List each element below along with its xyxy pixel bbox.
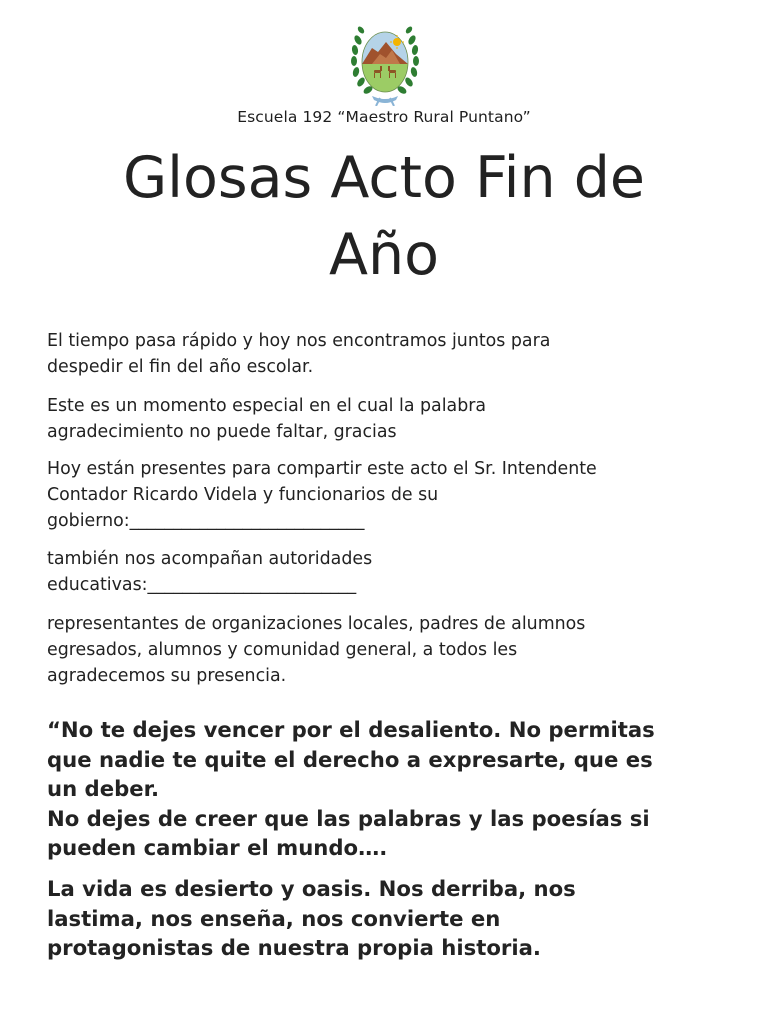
paragraph-government-guests	[47, 456, 727, 534]
text-line: Hoy están presentes para compartir este acto el Sr. Intendente	[47, 459, 597, 479]
title-line: Año	[329, 222, 439, 288]
text-line: agradecemos su presencia.	[47, 666, 287, 686]
school-name: Escuela 192 “Maestro Rural Puntano”	[237, 108, 531, 126]
quote-line: que nadie te quite el derecho a expresarte, que es	[47, 746, 653, 772]
quote-line: pueden cambiar el mundo….	[47, 835, 388, 860]
quote-line: “No te dejes vencer por el desaliento. No permitas	[47, 717, 655, 742]
quote-first	[47, 715, 737, 863]
quote-line: lastima, nos enseña, nos convierte en	[47, 905, 501, 931]
document-title	[60, 140, 708, 294]
title-line: Glosas Acto Fin de	[123, 145, 645, 211]
text-line: Contador Ricardo Videla y funcionarios de su	[47, 485, 439, 505]
government-blank-line: gobierno:___________________________	[47, 511, 365, 531]
text-line: El tiempo pasa rápido y hoy nos encontramos juntos para	[47, 331, 551, 351]
text-line: egresados, alumnos y comunidad general, a todos les	[47, 640, 518, 660]
education-blank-line: educativas:________________________	[47, 575, 357, 595]
quote-second	[47, 874, 737, 963]
quote-line: protagonistas de nuestra propia historia.	[47, 935, 541, 960]
text-line: agradecimiento no puede faltar, gracias	[47, 422, 397, 442]
province-coat-of-arms-icon	[350, 20, 420, 106]
text-line: despedir el fin del año escolar.	[47, 357, 314, 377]
paragraph-thanks	[47, 393, 727, 445]
paragraph-education-authorities	[47, 546, 727, 598]
paragraph-community	[47, 611, 727, 689]
text-line: también nos acompañan autoridades	[47, 549, 373, 569]
text-line: Este es un momento especial en el cual la palabra	[47, 396, 487, 416]
quote-line: La vida es desierto y oasis. Nos derriba, nos	[47, 876, 576, 901]
quote-line: un deber.	[47, 776, 160, 801]
paragraph-intro	[47, 328, 727, 380]
text-line: representantes de organizaciones locales, padres de alumnos	[47, 614, 586, 634]
quote-line: No dejes de creer que las palabras y las poesías si	[47, 805, 650, 831]
